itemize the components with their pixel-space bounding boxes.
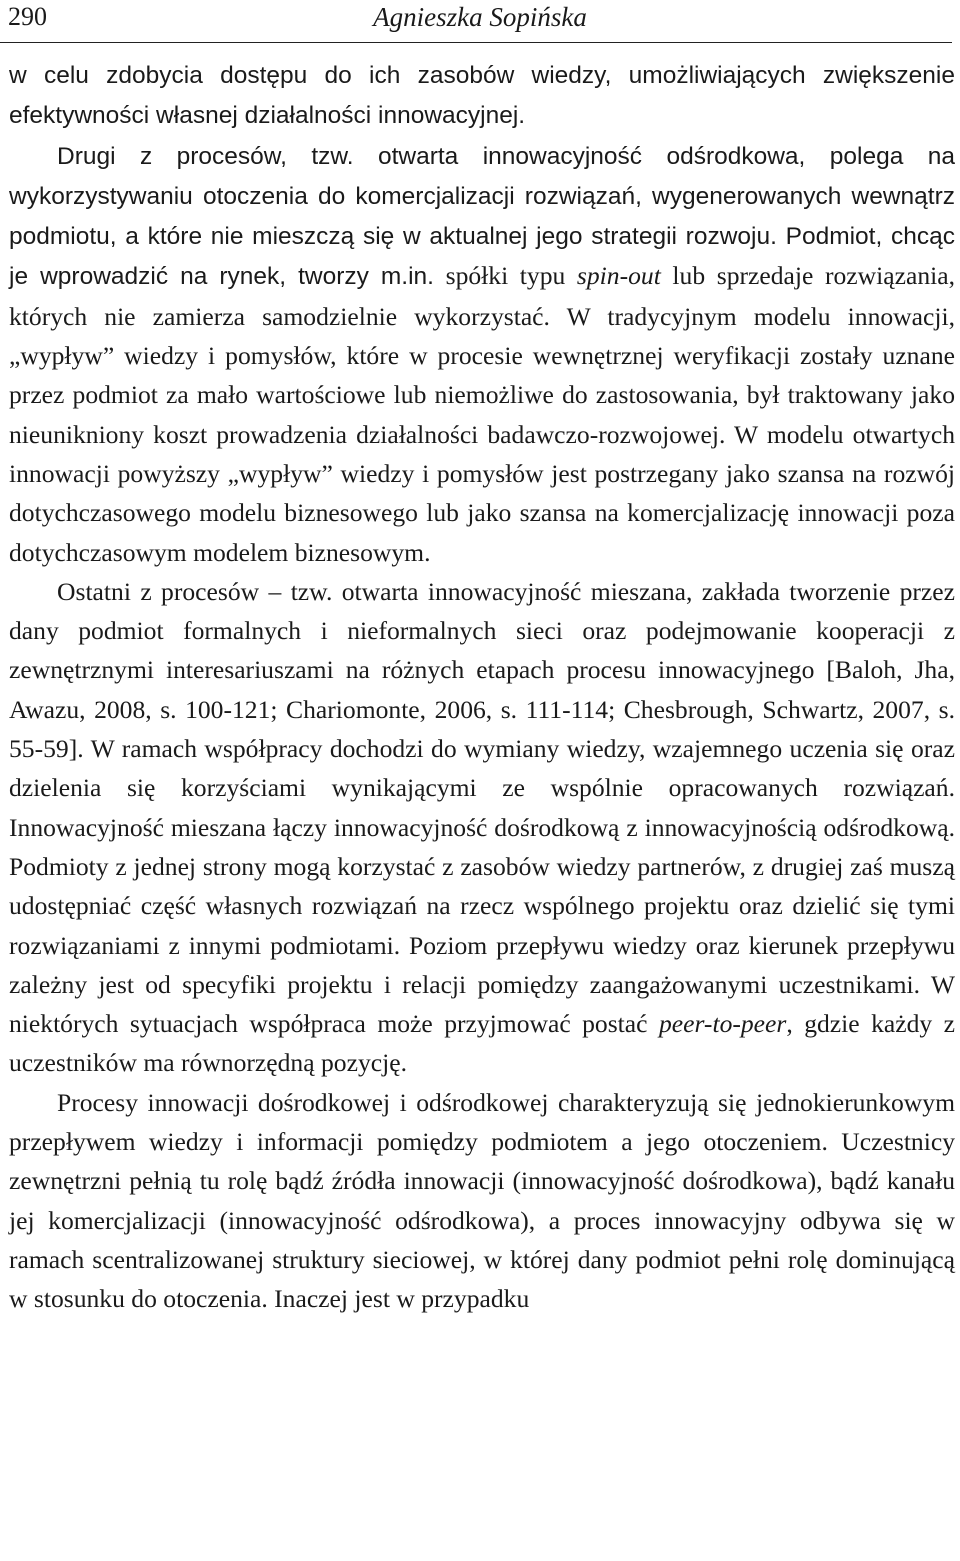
- paragraph-3: [9, 572, 955, 1083]
- running-header: [0, 0, 952, 43]
- paragraph-2-sans-text: Drugi z procesów, tzw. otwarta innowacyjność odśrodkowa, polega na wykorzystywaniu otoczenia do komercjalizacji rozwiązań, wygenerowanych wewnątrz podmiotu, a które nie mieszczą się w aktualnej jego strategii rozwoju. Podmiot, chcąc je wprowadzić na rynek, tworzy m.in.: [9, 142, 955, 291]
- paragraph-3-text-end: , gdzie każdy z uczestników ma równorzędną pozycję.: [9, 1009, 955, 1078]
- paragraph-3-text: Ostatni z procesów – tzw. otwarta innowacyjność mieszana, zakłada tworzenie przez dany podmiot formalnych i nieformalnych sieci oraz podejmowanie kooperacji z zewnętrznymi interesariuszami na różnych etapach procesu innowacyjnego [Baloh, Jha, Awazu, 2008, s. 100-121; Chariomonte, 2006, s. 111-114; Chesbrough, Schwartz, 2007, s. 55-59]. W ramach współpracy dochodzi do wymiany wiedzy, wzajemnego uczenia się oraz dzielenia się korzyściami wynikającymi ze wspólnie opracowanych rozwiązań. Innowacyjność mieszana łączy innowacyjność dośrodkową z innowacyjnością odśrodkową. Podmioty z jednej strony mogą korzystać z zasobów wiedzy partnerów, z drugiej zaś muszą udostępniać część własnych rozwiązań na rzecz wspólnego projektu oraz dzielić się tymi rozwiązaniami z innymi podmiotami. Poziom przepływu wiedzy oraz kierunek przepływu zależny jest od specyfiki projektu i relacji pomiędzy zaangażowanymi uczestnikami. W niektórych sytuacjach współpraca może przyjmować postać: [9, 576, 955, 1039]
- page-number: 290: [8, 2, 47, 31]
- paragraph-4-text: Procesy innowacji dośrodkowej i odśrodkowej charakteryzują się jednokierunkowym przepływem wiedzy i informacji pomiędzy podmiotem a jego otoczeniem. Uczestnicy zewnętrzni pełnią tu rolę bądź źródła innowacji (innowacyjność dośrodkowa), bądź kanału jej komercjalizacji (innowacyjność odśrodkowa), a proces innowacyjny odbywa się w ramach scentralizowanej struktury sieciowej, w której dany podmiot pełni rolę dominującą w stosunku do otoczenia. Inaczej jest w przypadku: [9, 1087, 955, 1314]
- paragraph-2-italic-term: spin-out: [576, 261, 661, 291]
- body-text: [9, 55, 955, 1319]
- running-header-author: Agnieszka Sopińska: [373, 2, 587, 32]
- paragraph-4: [9, 1083, 955, 1319]
- paragraph-1-text: w celu zdobycia dostępu do ich zasobów wiedzy, umożliwiających zwiększenie efektywności własnej działalności innowacyjnej.: [9, 62, 955, 130]
- paragraph-3-italic-term: peer-to-peer: [658, 1009, 787, 1039]
- paragraph-1: [9, 55, 955, 136]
- paragraph-2-text-b: lub sprzedaje rozwiązania, których nie zamierza samodzielnie wykorzystać. W tradycyjnym modelu innowacji, „wypływ” wiedzy i pomysłów, które w procesie wewnętrznej weryfikacji zostały uznane przez podmiot za mało wartościowe lub niemożliwe do zastosowania, był traktowany jako nieunikniony koszt prowadzenia działalności badawczo-rozwojowej. W modelu otwartych innowacji powyższy „wypływ” wiedzy i pomysłów jest postrzegany jako szansa na rozwój dotychczasowego modelu biznesowego lub jako szansa na komercjalizację innowacji poza dotychczasowym modelem biznesowym.: [9, 261, 955, 567]
- paragraph-2: [9, 136, 955, 572]
- paragraph-2-text-a: spółki typu: [445, 261, 577, 291]
